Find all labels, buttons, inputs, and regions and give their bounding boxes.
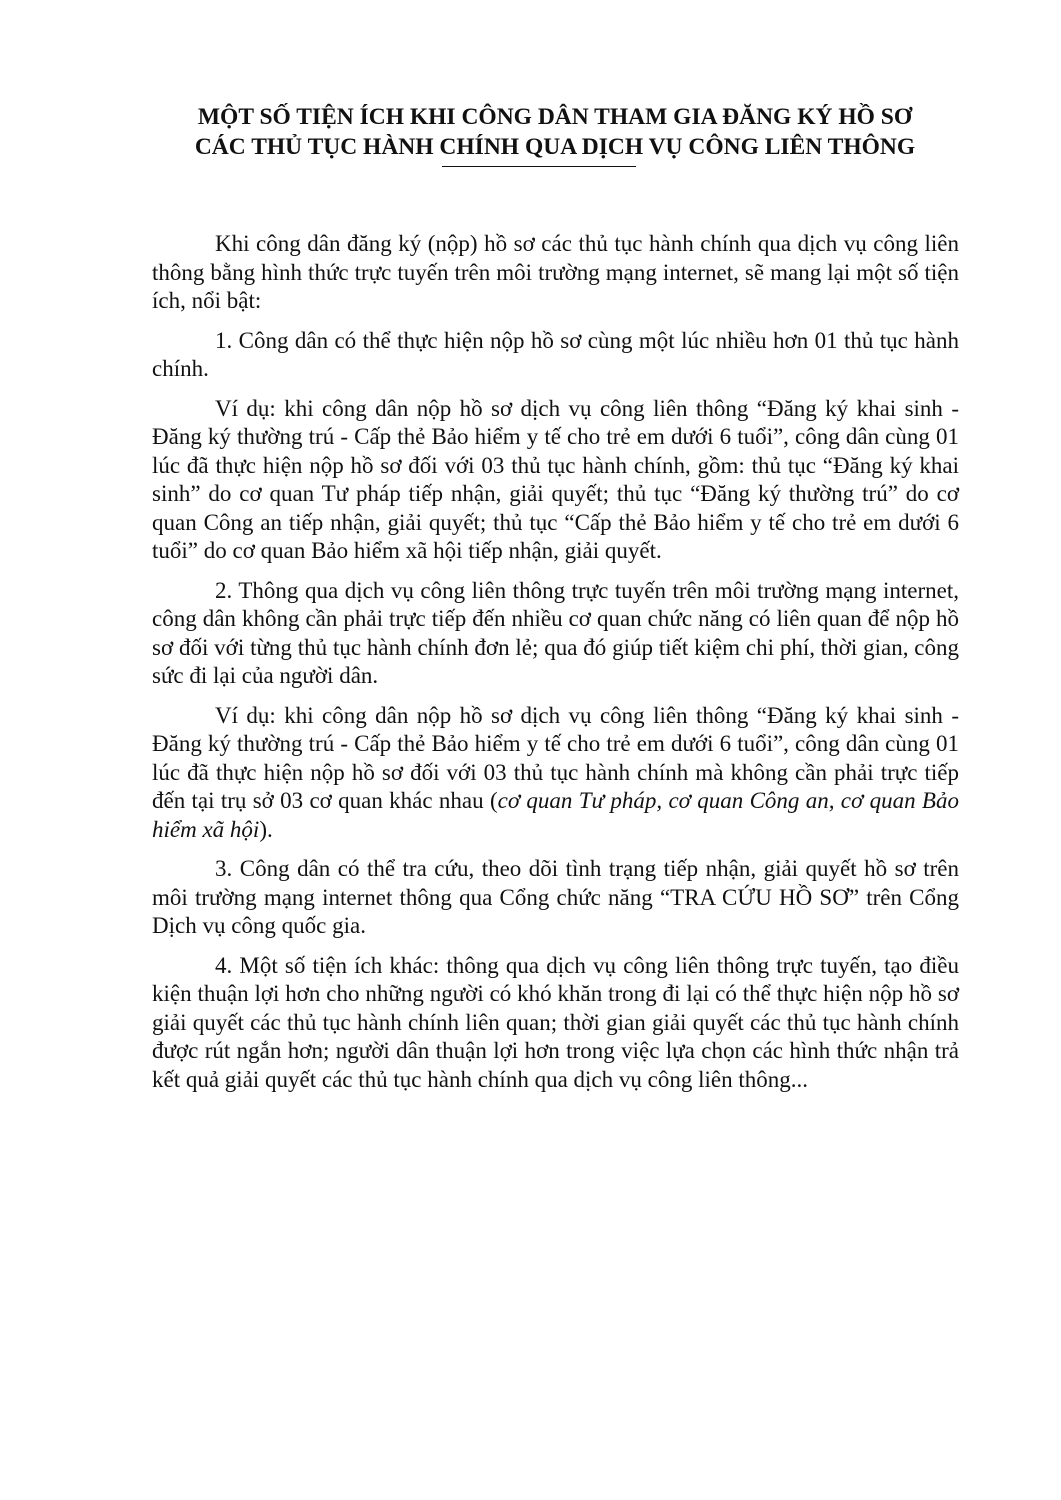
intro-paragraph: Khi công dân đăng ký (nộp) hồ sơ các thủ tục hành chính qua dịch vụ công liên thông bằng hình thức trực tuyến trên môi trường mạng internet, sẽ mang lại một số tiện ích, nổi bật:	[152, 231, 959, 313]
benefit-3-paragraph: 3. Công dân có thể tra cứu, theo dõi tình trạng tiếp nhận, giải quyết hồ sơ trên môi trường mạng internet thông qua Cổng chức năng “TRA CỨU HỒ SƠ” trên Cổng Dịch vụ công quốc gia.	[152, 856, 959, 938]
title-line-2: CÁC THỦ TỤC HÀNH CHÍNH QUA DỊCH VỤ CÔNG LIÊN THÔNG	[194, 134, 916, 160]
document-body	[152, 230, 959, 1094]
title-line-1: MỘT SỐ TIỆN ÍCH KHI CÔNG DÂN THAM GIA ĐĂNG KÝ HỒ SƠ	[197, 104, 913, 130]
example-2-agencies: cơ quan Tư pháp, cơ quan Công an, cơ quan Bảo hiểm xã hội	[152, 788, 959, 842]
example-2-closing: ).	[259, 816, 273, 842]
document-title	[150, 102, 960, 162]
benefit-2-paragraph: 2. Thông qua dịch vụ công liên thông trực tuyến trên môi trường mạng internet, công dân không cần phải trực tiếp đến nhiều cơ quan chức năng có liên quan để nộp hồ sơ đối với từng thủ tục hành chính đơn lẻ; qua đó giúp tiết kiệm chi phí, thời gian, công sức đi lại của người dân.	[152, 577, 959, 688]
benefit-4-paragraph: 4. Một số tiện ích khác: thông qua dịch vụ công liên thông trực tuyến, tạo điều kiện thuận lợi hơn cho những người có khó khăn trong đi lại có thể thực hiện nộp hồ sơ giải quyết các thủ tục hành chính liên quan; thời gian giải quyết các thủ tục hành chính được rút ngắn hơn; người dân thuận lợi hơn trong việc lựa chọn các hình thức nhận trả kết quả giải quyết các thủ tục hành chính qua dịch vụ công liên thông...	[152, 952, 959, 1092]
example-2-paragraph	[152, 702, 959, 845]
example-1-paragraph: Ví dụ: khi công dân nộp hồ sơ dịch vụ công liên thông “Đăng ký khai sinh - Đăng ký thường trú - Cấp thẻ Bảo hiểm y tế cho trẻ em dưới 6 tuổi”, công dân cùng 01 lúc đã thực hiện nộp hồ sơ đối với 03 thủ tục hành chính, gồm: thủ tục “Đăng ký khai sinh” do cơ quan Tư pháp tiếp nhận, giải quyết; thủ tục “Đăng ký thường trú” do cơ quan Công an tiếp nhận, giải quyết; thủ tục “Cấp thẻ Bảo hiểm y tế cho trẻ em dưới 6 tuổi” do cơ quan Bảo hiểm xã hội tiếp nhận, giải quyết.	[152, 395, 959, 563]
example-2-text: Ví dụ: khi công dân nộp hồ sơ dịch vụ công liên thông “Đăng ký khai sinh - Đăng ký thường trú - Cấp thẻ Bảo hiểm y tế cho trẻ em dưới 6 tuổi”, công dân cùng 01 lúc đã thực hiện nộp hồ sơ đối với 03 thủ tục hành chính mà không cần phải trực tiếp đến tại trụ sở 03 cơ quan khác nhau (	[152, 702, 959, 813]
title-divider	[442, 166, 636, 167]
benefit-1-paragraph: 1. Công dân có thể thực hiện nộp hồ sơ cùng một lúc nhiều hơn 01 thủ tục hành chính.	[152, 327, 959, 381]
